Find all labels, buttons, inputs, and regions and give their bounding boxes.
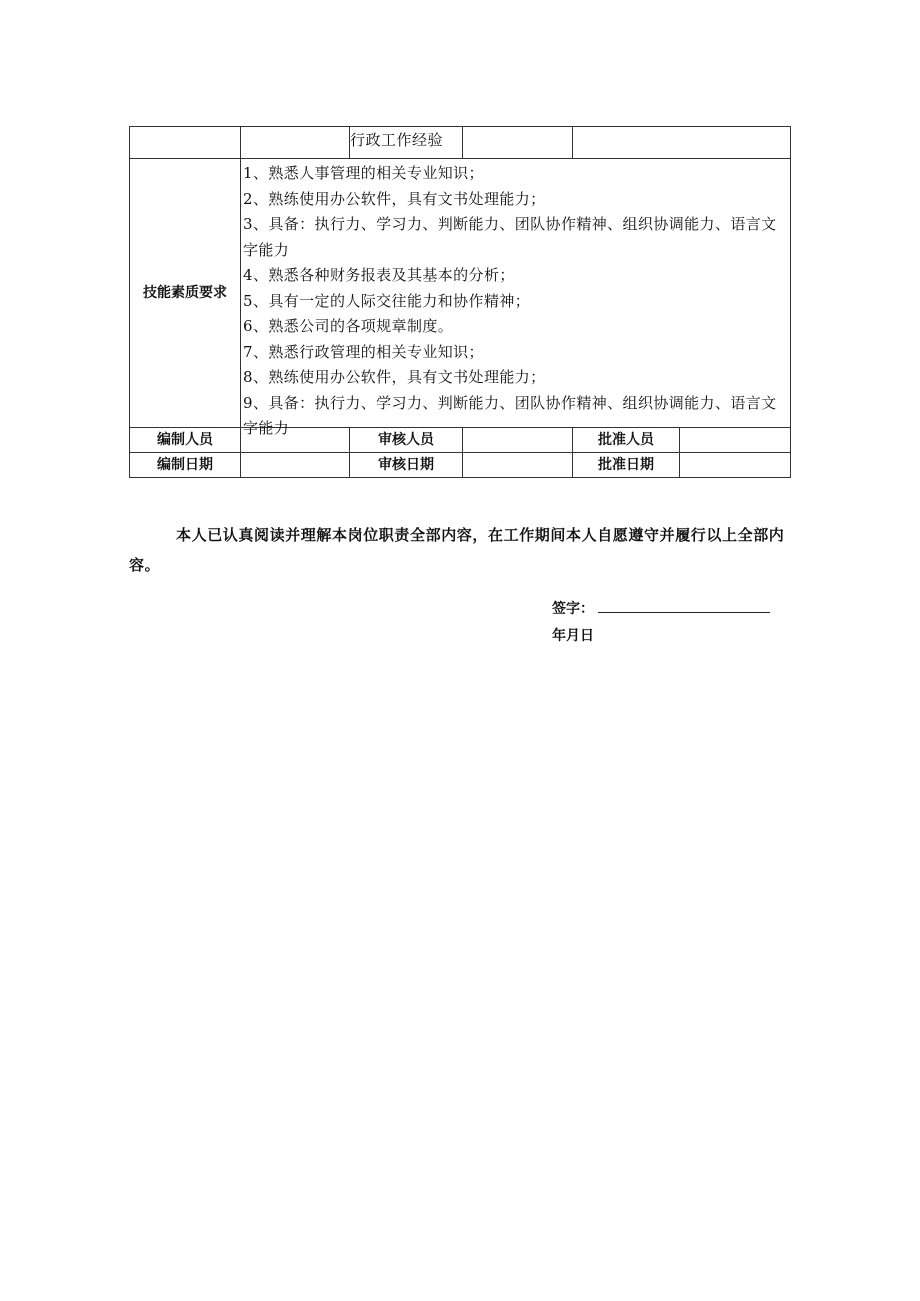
skills-list — [241, 159, 790, 437]
approved-by-label: 批准人员 — [573, 428, 680, 453]
skills-cell — [241, 159, 791, 437]
reviewed-by-field[interactable] — [463, 428, 573, 453]
skill-item: 3、具备：执行力、学习力、判断能力、团队协作精神、组织协调能力、语言文字能力 — [243, 215, 777, 259]
skill-item: 5、具有一定的人际交往能力和协作精神； — [243, 291, 531, 310]
experience-text: 行政工作经验 — [350, 131, 444, 149]
personnel-row — [130, 428, 791, 453]
skill-item: 8、熟练使用办公软件，具有文书处理能力； — [243, 368, 546, 386]
date-label: 年月日 — [552, 628, 594, 644]
signature-label: 签字： — [552, 601, 594, 617]
skills-row — [130, 159, 791, 428]
signature-line[interactable] — [598, 598, 770, 613]
approved-date-field[interactable] — [680, 453, 791, 478]
acknowledgement-statement: 本人已认真阅读并理解本岗位职责全部内容，在工作期间本人自愿遵守并履行以上全部内容。 — [129, 526, 785, 574]
skill-item: 4、熟悉各种财务报表及其基本的分析； — [243, 266, 515, 284]
skill-item: 2、熟练使用办公软件，具有文书处理能力； — [243, 189, 546, 208]
date-row — [130, 453, 791, 478]
prepared-date-field[interactable] — [241, 453, 350, 478]
empty-cell — [463, 127, 573, 159]
reviewed-date-label: 审核日期 — [350, 453, 463, 478]
empty-cell — [130, 127, 241, 159]
prepared-date-label: 编制日期 — [130, 453, 241, 478]
approved-by-field[interactable] — [680, 428, 791, 453]
signature-block — [552, 598, 770, 618]
job-description-table — [129, 126, 791, 478]
approved-date-label: 批准日期 — [573, 453, 680, 478]
skill-item: 1、熟悉人事管理的相关专业知识； — [243, 164, 484, 182]
skills-label: 技能素质要求 — [130, 159, 241, 428]
empty-cell — [241, 127, 350, 159]
prepared-by-label: 编制人员 — [130, 428, 241, 453]
experience-row — [130, 127, 791, 159]
experience-cell — [350, 127, 463, 159]
skill-item: 9、具备：执行力、学习力、判断能力、团队协作精神、组织协调能力、语言文字能力 — [243, 393, 777, 437]
skill-item: 7、熟悉行政管理的相关专业知识； — [243, 342, 484, 361]
reviewed-by-label: 审核人员 — [350, 428, 463, 453]
empty-cell — [573, 127, 791, 159]
skill-item: 6、熟悉公司的各项规章制度。 — [243, 317, 454, 335]
reviewed-date-field[interactable] — [463, 453, 573, 478]
